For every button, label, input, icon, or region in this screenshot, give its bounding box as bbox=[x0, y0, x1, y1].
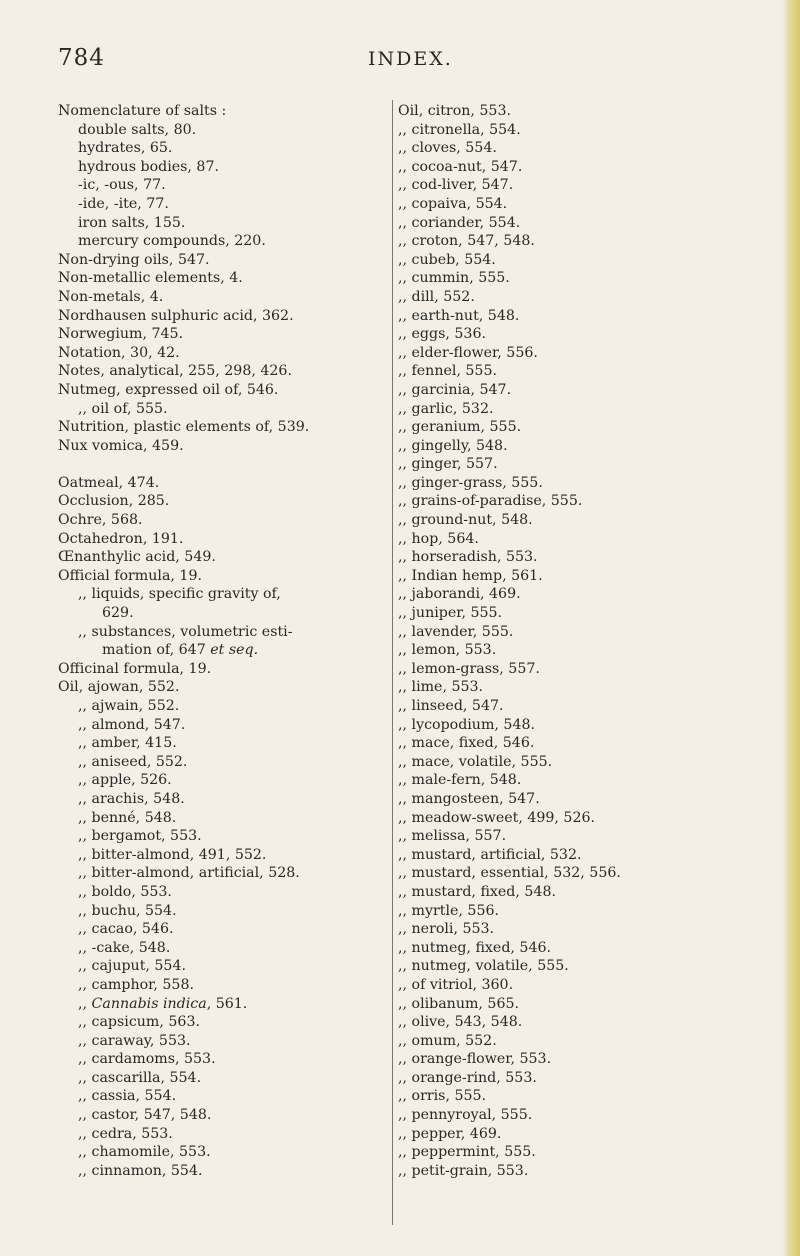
index-entry: Notes, analytical, 255, 298, 426. bbox=[58, 363, 292, 380]
index-entry: ,, cloves, 554. bbox=[398, 140, 497, 157]
index-entry: ,, lycopodium, 548. bbox=[398, 716, 536, 733]
index-entry: ,, arachis, 548. bbox=[78, 790, 185, 807]
index-entry: hydrous bodies, 87. bbox=[78, 158, 219, 175]
index-entry: Official formula, 19. bbox=[58, 567, 202, 584]
index-entry: ,, cacao, 546. bbox=[78, 921, 174, 938]
index-entry: ,, orris, 555. bbox=[398, 1088, 487, 1105]
index-entry: Oatmeal, 474. bbox=[58, 474, 160, 491]
index-entry: ,, geranium, 555. bbox=[398, 419, 522, 436]
index-entry: ,, orange-flower, 553. bbox=[398, 1051, 552, 1068]
index-entry: ,, grains-of-paradise, 555. bbox=[398, 493, 583, 510]
index-entry: ,, elder-flower, 556. bbox=[398, 344, 538, 361]
index-entry: ,, mangosteen, 547. bbox=[398, 790, 540, 807]
index-entry: ,, Cannabis indica, 561. bbox=[78, 995, 248, 1012]
index-entry: ,, lavender, 555. bbox=[398, 623, 514, 640]
page-header bbox=[0, 45, 800, 75]
index-entry: ,, linseed, 547. bbox=[398, 698, 504, 714]
index-entry: ,, chamomile, 553. bbox=[78, 1144, 211, 1161]
index-entry: ,, meadow-sweet, 499, 526. bbox=[398, 809, 596, 826]
index-entry: Nomenclature of salts : bbox=[58, 103, 227, 119]
index-entry: ,, cedra, 553. bbox=[78, 1125, 173, 1142]
index-entry: ,, olibanum, 565. bbox=[398, 995, 520, 1012]
index-entry: ,, boldo, 553. bbox=[78, 883, 172, 900]
index-entry: ,, bergamot, 553. bbox=[78, 828, 202, 845]
index-entry: ,, amber, 415. bbox=[78, 735, 177, 752]
index-entry: Notation, 30, 42. bbox=[58, 344, 180, 361]
index-entry: ,, garlic, 532. bbox=[398, 400, 494, 417]
index-entry: ,, cinnamon, 554. bbox=[78, 1162, 203, 1179]
index-entry: ,, olive, 543, 548. bbox=[398, 1014, 523, 1031]
index-entry: 629. bbox=[102, 605, 134, 622]
index-entry: ,, cocoa-nut, 547. bbox=[398, 158, 523, 175]
index-entry: ,, juniper, 555. bbox=[398, 605, 503, 622]
index-entry: hydrates, 65. bbox=[78, 140, 173, 157]
index-entry: ,, melissa, 557. bbox=[398, 828, 507, 845]
page-title: INDEX. bbox=[368, 48, 453, 70]
index-entry: ,, ginger-grass, 555. bbox=[398, 474, 543, 491]
index-entry: ,, bitter-almond, 491, 552. bbox=[78, 846, 267, 863]
index-column-right bbox=[398, 102, 778, 1180]
index-entry: ,, fennel, 555. bbox=[398, 363, 497, 380]
index-entry: ,, liquids, specific gravity of, bbox=[78, 586, 281, 603]
index-entry: ,, croton, 547, 548. bbox=[398, 233, 535, 250]
index-entry: ,, caraway, 553. bbox=[78, 1032, 191, 1049]
index-column-left bbox=[58, 102, 386, 1180]
index-entry: ,, buchu, 554. bbox=[78, 902, 177, 919]
index-entry: ,, cajuput, 554. bbox=[78, 958, 186, 975]
index-entry: ,, cassia, 554. bbox=[78, 1088, 177, 1105]
index-entry: ,, mace, fixed, 546. bbox=[398, 735, 535, 752]
index-entry: ,, pepper, 469. bbox=[398, 1125, 502, 1142]
index-entry: Oil, ajowan, 552. bbox=[58, 679, 180, 696]
index-entry: -ic, -ous, 77. bbox=[78, 177, 166, 194]
index-entry: ,, camphor, 558. bbox=[78, 976, 194, 993]
index-entry: ,, dill, 552. bbox=[398, 288, 475, 305]
index-entry: Ochre, 568. bbox=[58, 512, 143, 529]
index-entry: ,, coriander, 554. bbox=[398, 214, 521, 231]
index-entry: ,, petit-grain, 553. bbox=[398, 1162, 529, 1179]
index-entry: Non-drying oils, 547. bbox=[58, 251, 210, 268]
index-entry: ,, lime, 553. bbox=[398, 679, 484, 696]
index-entry: ,, cod-liver, 547. bbox=[398, 177, 514, 194]
index-entry: Non-metallic elements, 4. bbox=[58, 270, 243, 287]
index-entry: ,, omum, 552. bbox=[398, 1032, 497, 1049]
index-entry: ,, aniseed, 552. bbox=[78, 753, 188, 770]
index-entry: iron salts, 155. bbox=[78, 214, 186, 231]
index-entry: ,, -cake, 548. bbox=[78, 939, 171, 956]
index-entry: ,, cummin, 555. bbox=[398, 270, 510, 287]
page-edge bbox=[782, 0, 800, 1256]
index-entry: ,, cascarilla, 554. bbox=[78, 1069, 202, 1086]
index-entry: mercury compounds, 220. bbox=[78, 233, 266, 250]
index-entry: ,, benné, 548. bbox=[78, 809, 177, 826]
index-entry: ,, substances, volumetric esti- bbox=[78, 623, 293, 640]
index-entry: Oil, citron, 553. bbox=[398, 103, 511, 119]
index-entry: ,, lemon, 553. bbox=[398, 642, 497, 659]
index-entry: ,, eggs, 536. bbox=[398, 326, 486, 343]
index-entry: mation of, 647 et seq. bbox=[102, 642, 259, 659]
page-number: 784 bbox=[58, 45, 105, 71]
index-entry: ,, mustard, fixed, 548. bbox=[398, 883, 556, 900]
index-entry: ,, citronella, 554. bbox=[398, 121, 521, 138]
index-entry: ,, peppermint, 555. bbox=[398, 1144, 536, 1161]
index-entry: Nux vomica, 459. bbox=[58, 437, 184, 454]
index-entry: ,, nutmeg, fixed, 546. bbox=[398, 939, 552, 956]
index-entry: ,, jaborandi, 469. bbox=[398, 586, 521, 603]
index-entry: ,, hop, 564. bbox=[398, 530, 479, 547]
index-entry: ,, castor, 547, 548. bbox=[78, 1107, 212, 1124]
index-entry: ,, orange-rind, 553. bbox=[398, 1069, 537, 1086]
index-entry: Œnanthylic acid, 549. bbox=[58, 549, 216, 566]
index-entry: ,, lemon-grass, 557. bbox=[398, 660, 540, 677]
index-entry: Octahedron, 191. bbox=[58, 530, 184, 547]
index-entry: ,, mustard, essential, 532, 556. bbox=[398, 865, 621, 882]
index-entry: ,, almond, 547. bbox=[78, 716, 186, 733]
index-entry: ,, bitter-almond, artificial, 528. bbox=[78, 865, 300, 882]
index-entry: Officinal formula, 19. bbox=[58, 660, 212, 677]
index-entry: ,, ground-nut, 548. bbox=[398, 512, 533, 529]
index-entry: ,, neroli, 553. bbox=[398, 921, 495, 938]
index-entry: double salts, 80. bbox=[78, 121, 197, 138]
index-entry: ,, garcinia, 547. bbox=[398, 381, 512, 398]
index-entry: Nutrition, plastic elements of, 539. bbox=[58, 419, 310, 436]
index-entry: ,, myrtle, 556. bbox=[398, 902, 500, 919]
index-entry: ,, ajwain, 552. bbox=[78, 698, 180, 714]
index-entry: Nutmeg, expressed oil of, 546. bbox=[58, 381, 279, 398]
index-entry: ,, ginger, 557. bbox=[398, 456, 498, 473]
index-entry: ,, nutmeg, volatile, 555. bbox=[398, 958, 569, 975]
index-entry: ,, earth-nut, 548. bbox=[398, 307, 520, 324]
index-entry: -ide, -ite, 77. bbox=[78, 195, 169, 212]
column-divider bbox=[392, 100, 393, 1225]
index-entry: ,, cubeb, 554. bbox=[398, 251, 496, 268]
index-entry: Norwegium, 745. bbox=[58, 326, 184, 343]
index-entry: ,, Indian hemp, 561. bbox=[398, 567, 543, 584]
index-entry: Occlusion, 285. bbox=[58, 493, 170, 510]
index-entry: Non-metals, 4. bbox=[58, 288, 164, 305]
index-entry: ,, apple, 526. bbox=[78, 772, 172, 789]
index-entry: Nordhausen sulphuric acid, 362. bbox=[58, 307, 294, 324]
index-entry: ,, cardamoms, 553. bbox=[78, 1051, 216, 1068]
index-entry: ,, mustard, artificial, 532. bbox=[398, 846, 582, 863]
index-entry: ,, oil of, 555. bbox=[78, 400, 168, 417]
index-entry: ,, male-fern, 548. bbox=[398, 772, 522, 789]
index-entry bbox=[58, 455, 386, 474]
index-entry: ,, pennyroyal, 555. bbox=[398, 1107, 533, 1124]
index-entry: ,, copaiva, 554. bbox=[398, 195, 508, 212]
index-entry: ,, capsicum, 563. bbox=[78, 1014, 200, 1031]
index-entry: ,, gingelly, 548. bbox=[398, 437, 508, 454]
index-entry: ,, of vitriol, 360. bbox=[398, 976, 514, 993]
index-entry: ,, mace, volatile, 555. bbox=[398, 753, 553, 770]
index-entry: ,, horseradish, 553. bbox=[398, 549, 538, 566]
